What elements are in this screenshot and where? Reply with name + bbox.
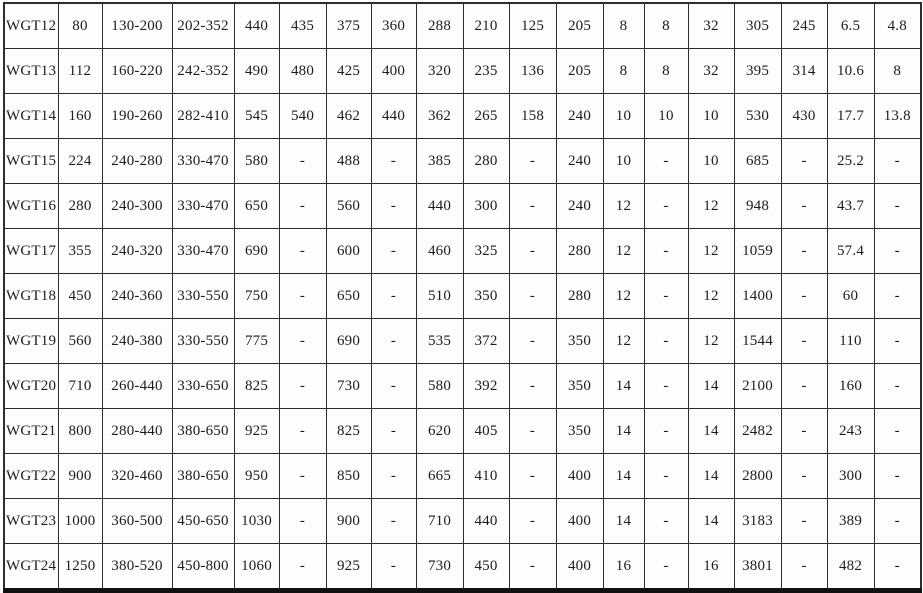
value-cell: - [781, 229, 827, 274]
value-cell: 12 [688, 319, 734, 364]
value-cell: 710 [416, 499, 463, 544]
value-cell: 730 [326, 364, 371, 409]
value-cell: - [874, 229, 921, 274]
value-cell: - [874, 139, 921, 184]
value-cell: 650 [234, 184, 279, 229]
value-cell: 775 [234, 319, 279, 364]
value-cell: 305 [734, 3, 781, 49]
value-cell: 320-460 [102, 454, 172, 499]
value-cell: 462 [326, 94, 371, 139]
value-cell: 330-550 [172, 274, 234, 319]
value-cell: 32 [688, 49, 734, 94]
value-cell: - [371, 274, 416, 319]
value-cell: 350 [463, 274, 509, 319]
value-cell: 400 [556, 499, 603, 544]
value-cell: 16 [688, 544, 734, 591]
value-cell: - [279, 544, 326, 591]
value-cell: 300 [827, 454, 874, 499]
model-cell: WGT21 [4, 409, 58, 454]
value-cell: 925 [234, 409, 279, 454]
value-cell: 190-260 [102, 94, 172, 139]
value-cell: 136 [509, 49, 556, 94]
table-row [4, 3, 921, 49]
value-cell: - [509, 409, 556, 454]
value-cell: 8 [644, 49, 688, 94]
value-cell: - [279, 319, 326, 364]
value-cell: 43.7 [827, 184, 874, 229]
value-cell: 224 [58, 139, 102, 184]
value-cell: 1250 [58, 544, 102, 591]
value-cell: - [874, 409, 921, 454]
value-cell: 1060 [234, 544, 279, 591]
value-cell: 280 [58, 184, 102, 229]
value-cell: 16 [603, 544, 644, 591]
value-cell: 1000 [58, 499, 102, 544]
value-cell: 750 [234, 274, 279, 319]
value-cell: 545 [234, 94, 279, 139]
value-cell: 350 [556, 319, 603, 364]
value-cell: 665 [416, 454, 463, 499]
table-row [4, 454, 921, 499]
value-cell: 8 [874, 49, 921, 94]
value-cell: 3183 [734, 499, 781, 544]
value-cell: 580 [416, 364, 463, 409]
value-cell: 4.8 [874, 3, 921, 49]
value-cell: 385 [416, 139, 463, 184]
value-cell: 2100 [734, 364, 781, 409]
value-cell: - [509, 544, 556, 591]
value-cell: 450-800 [172, 544, 234, 591]
value-cell: - [509, 229, 556, 274]
model-cell: WGT20 [4, 364, 58, 409]
value-cell: 900 [326, 499, 371, 544]
value-cell: 240-320 [102, 229, 172, 274]
value-cell: 375 [326, 3, 371, 49]
value-cell: 372 [463, 319, 509, 364]
value-cell: 240-380 [102, 319, 172, 364]
value-cell: 205 [556, 3, 603, 49]
value-cell: 825 [234, 364, 279, 409]
value-cell: - [781, 274, 827, 319]
value-cell: 380-650 [172, 409, 234, 454]
value-cell: 440 [371, 94, 416, 139]
value-cell: 8 [603, 49, 644, 94]
value-cell: 350 [556, 364, 603, 409]
value-cell: 14 [688, 499, 734, 544]
value-cell: 389 [827, 499, 874, 544]
value-cell: 510 [416, 274, 463, 319]
value-cell: 160 [827, 364, 874, 409]
table-row [4, 184, 921, 229]
value-cell: 690 [234, 229, 279, 274]
value-cell: 112 [58, 49, 102, 94]
model-cell: WGT19 [4, 319, 58, 364]
value-cell: 360-500 [102, 499, 172, 544]
value-cell: 405 [463, 409, 509, 454]
value-cell: 320 [416, 49, 463, 94]
value-cell: - [644, 409, 688, 454]
value-cell: 430 [781, 94, 827, 139]
value-cell: 490 [234, 49, 279, 94]
value-cell: 440 [416, 184, 463, 229]
value-cell: 280 [556, 274, 603, 319]
value-cell: 282-410 [172, 94, 234, 139]
value-cell: 350 [556, 409, 603, 454]
value-cell: 488 [326, 139, 371, 184]
model-cell: WGT23 [4, 499, 58, 544]
value-cell: 325 [463, 229, 509, 274]
value-cell: 8 [644, 3, 688, 49]
value-cell: 435 [279, 3, 326, 49]
value-cell: 380-520 [102, 544, 172, 591]
value-cell: 1544 [734, 319, 781, 364]
spec-table [3, 2, 922, 593]
value-cell: 14 [603, 499, 644, 544]
value-cell: 205 [556, 49, 603, 94]
value-cell: 330-470 [172, 139, 234, 184]
value-cell: 360 [371, 3, 416, 49]
value-cell: 1400 [734, 274, 781, 319]
value-cell: 10.6 [827, 49, 874, 94]
value-cell: 12 [603, 229, 644, 274]
value-cell: - [781, 319, 827, 364]
value-cell: 240 [556, 139, 603, 184]
value-cell: - [781, 409, 827, 454]
value-cell: 730 [416, 544, 463, 591]
value-cell: - [279, 139, 326, 184]
value-cell: 242-352 [172, 49, 234, 94]
value-cell: - [371, 364, 416, 409]
value-cell: 425 [326, 49, 371, 94]
value-cell: 330-550 [172, 319, 234, 364]
value-cell: 235 [463, 49, 509, 94]
table-row [4, 229, 921, 274]
value-cell: 362 [416, 94, 463, 139]
value-cell: 580 [234, 139, 279, 184]
value-cell: 240-280 [102, 139, 172, 184]
value-cell: - [371, 139, 416, 184]
value-cell: 450-650 [172, 499, 234, 544]
value-cell: - [874, 544, 921, 591]
value-cell: 460 [416, 229, 463, 274]
value-cell: - [781, 544, 827, 591]
value-cell: 240-360 [102, 274, 172, 319]
value-cell: 10 [688, 139, 734, 184]
value-cell: 482 [827, 544, 874, 591]
value-cell: - [644, 274, 688, 319]
value-cell: 12 [603, 319, 644, 364]
value-cell: 32 [688, 3, 734, 49]
value-cell: 330-470 [172, 229, 234, 274]
value-cell: 400 [556, 454, 603, 499]
value-cell: 80 [58, 3, 102, 49]
value-cell: 400 [371, 49, 416, 94]
value-cell: 12 [688, 274, 734, 319]
model-cell: WGT18 [4, 274, 58, 319]
value-cell: 540 [279, 94, 326, 139]
value-cell: - [509, 274, 556, 319]
value-cell: - [644, 184, 688, 229]
value-cell: - [644, 544, 688, 591]
value-cell: 158 [509, 94, 556, 139]
value-cell: 2482 [734, 409, 781, 454]
value-cell: - [874, 184, 921, 229]
value-cell: 380-650 [172, 454, 234, 499]
value-cell: 243 [827, 409, 874, 454]
value-cell: - [279, 184, 326, 229]
value-cell: 800 [58, 409, 102, 454]
value-cell: 10 [603, 139, 644, 184]
value-cell: 410 [463, 454, 509, 499]
value-cell: - [644, 139, 688, 184]
value-cell: - [509, 499, 556, 544]
value-cell: 440 [463, 499, 509, 544]
value-cell: 2800 [734, 454, 781, 499]
value-cell: 280 [463, 139, 509, 184]
value-cell: 17.7 [827, 94, 874, 139]
value-cell: - [781, 139, 827, 184]
value-cell: 690 [326, 319, 371, 364]
value-cell: 14 [688, 409, 734, 454]
value-cell: - [279, 454, 326, 499]
value-cell: - [509, 139, 556, 184]
value-cell: 8 [603, 3, 644, 49]
value-cell: - [874, 499, 921, 544]
value-cell: 210 [463, 3, 509, 49]
value-cell: 300 [463, 184, 509, 229]
table-row [4, 319, 921, 364]
value-cell: - [509, 319, 556, 364]
value-cell: 280 [556, 229, 603, 274]
value-cell: - [371, 184, 416, 229]
value-cell: 125 [509, 3, 556, 49]
value-cell: 240 [556, 184, 603, 229]
value-cell: 1059 [734, 229, 781, 274]
value-cell: 620 [416, 409, 463, 454]
value-cell: 530 [734, 94, 781, 139]
value-cell: - [371, 319, 416, 364]
value-cell: 57.4 [827, 229, 874, 274]
value-cell: 825 [326, 409, 371, 454]
value-cell: 240 [556, 94, 603, 139]
value-cell: - [279, 409, 326, 454]
value-cell: - [781, 184, 827, 229]
table-row [4, 94, 921, 139]
value-cell: 925 [326, 544, 371, 591]
model-cell: WGT24 [4, 544, 58, 591]
value-cell: - [509, 184, 556, 229]
value-cell: 440 [234, 3, 279, 49]
value-cell: - [874, 274, 921, 319]
table-row [4, 499, 921, 544]
value-cell: 10 [603, 94, 644, 139]
value-cell: - [644, 454, 688, 499]
value-cell: 330-470 [172, 184, 234, 229]
value-cell: 160 [58, 94, 102, 139]
value-cell: - [781, 364, 827, 409]
model-cell: WGT14 [4, 94, 58, 139]
table-row [4, 274, 921, 319]
value-cell: 450 [463, 544, 509, 591]
value-cell: 600 [326, 229, 371, 274]
value-cell: - [874, 454, 921, 499]
value-cell: 14 [603, 454, 644, 499]
value-cell: - [509, 454, 556, 499]
value-cell: - [279, 229, 326, 274]
model-cell: WGT22 [4, 454, 58, 499]
model-cell: WGT17 [4, 229, 58, 274]
table-row [4, 364, 921, 409]
spec-table-body [4, 3, 921, 591]
value-cell: 13.8 [874, 94, 921, 139]
value-cell: 14 [688, 454, 734, 499]
value-cell: 450 [58, 274, 102, 319]
value-cell: - [371, 544, 416, 591]
value-cell: 12 [688, 184, 734, 229]
value-cell: 1030 [234, 499, 279, 544]
value-cell: - [874, 319, 921, 364]
value-cell: - [279, 274, 326, 319]
value-cell: - [644, 364, 688, 409]
value-cell: 950 [234, 454, 279, 499]
value-cell: 535 [416, 319, 463, 364]
value-cell: - [781, 499, 827, 544]
value-cell: 280-440 [102, 409, 172, 454]
table-row [4, 139, 921, 184]
value-cell: 12 [603, 184, 644, 229]
value-cell: 395 [734, 49, 781, 94]
table-row [4, 544, 921, 591]
value-cell: - [371, 229, 416, 274]
value-cell: 3801 [734, 544, 781, 591]
value-cell: - [874, 364, 921, 409]
value-cell: - [781, 454, 827, 499]
value-cell: 560 [326, 184, 371, 229]
value-cell: 560 [58, 319, 102, 364]
value-cell: 260-440 [102, 364, 172, 409]
value-cell: 12 [688, 229, 734, 274]
value-cell: 685 [734, 139, 781, 184]
value-cell: - [644, 229, 688, 274]
value-cell: 10 [644, 94, 688, 139]
model-cell: WGT15 [4, 139, 58, 184]
value-cell: 265 [463, 94, 509, 139]
model-cell: WGT13 [4, 49, 58, 94]
value-cell: - [279, 499, 326, 544]
value-cell: 355 [58, 229, 102, 274]
value-cell: 392 [463, 364, 509, 409]
value-cell: 948 [734, 184, 781, 229]
value-cell: 130-200 [102, 3, 172, 49]
value-cell: 25.2 [827, 139, 874, 184]
value-cell: 240-300 [102, 184, 172, 229]
value-cell: 314 [781, 49, 827, 94]
value-cell: - [371, 499, 416, 544]
value-cell: 12 [603, 274, 644, 319]
value-cell: - [509, 364, 556, 409]
value-cell: 202-352 [172, 3, 234, 49]
value-cell: 14 [603, 364, 644, 409]
value-cell: 650 [326, 274, 371, 319]
model-cell: WGT16 [4, 184, 58, 229]
value-cell: 330-650 [172, 364, 234, 409]
value-cell: 14 [603, 409, 644, 454]
value-cell: 110 [827, 319, 874, 364]
value-cell: 900 [58, 454, 102, 499]
value-cell: 14 [688, 364, 734, 409]
value-cell: 480 [279, 49, 326, 94]
value-cell: 288 [416, 3, 463, 49]
table-row [4, 409, 921, 454]
value-cell: 400 [556, 544, 603, 591]
model-cell: WGT12 [4, 3, 58, 49]
value-cell: - [279, 364, 326, 409]
value-cell: - [644, 319, 688, 364]
value-cell: - [371, 409, 416, 454]
value-cell: 710 [58, 364, 102, 409]
value-cell: 60 [827, 274, 874, 319]
value-cell: - [371, 454, 416, 499]
value-cell: - [644, 499, 688, 544]
value-cell: 245 [781, 3, 827, 49]
value-cell: 6.5 [827, 3, 874, 49]
value-cell: 10 [688, 94, 734, 139]
value-cell: 160-220 [102, 49, 172, 94]
table-row [4, 49, 921, 94]
value-cell: 850 [326, 454, 371, 499]
